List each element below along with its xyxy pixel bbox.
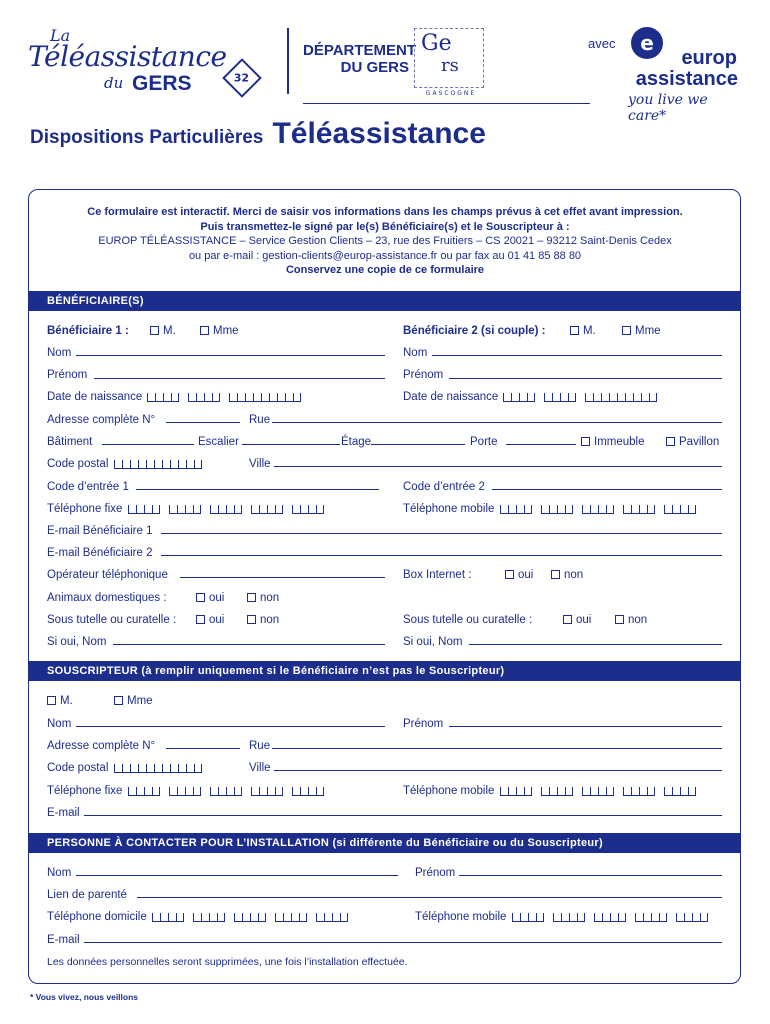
- benef1-nom-label: Nom: [47, 347, 72, 359]
- section-beneficiaires: BÉNÉFICIAIRE(S): [29, 291, 740, 311]
- souscripteur-ville-label: Ville: [249, 762, 271, 774]
- souscripteur-code-postal[interactable]: Code postal: [47, 761, 211, 775]
- postal-digit-boxes: [114, 460, 211, 469]
- souscripteur-prenom-label: Prénom: [403, 718, 444, 730]
- tutelle-b1-oui-checkbox[interactable]: oui: [196, 613, 224, 627]
- date-digit-boxes: [503, 393, 666, 402]
- intro-line4: ou par e-mail : gestion-clients@europ-assistance.fr ou par fax au 01 41 85 88 80: [188, 249, 582, 262]
- dept-line1: DÉPARTEMENT: [303, 42, 417, 59]
- souscripteur-nom-field[interactable]: [76, 726, 385, 727]
- pavillon-checkbox[interactable]: Pavillon: [666, 435, 719, 449]
- checkbox-icon: [505, 570, 514, 579]
- europ-assistance-circle-icon: e: [631, 27, 663, 59]
- logo-gers-text: GERS: [132, 72, 192, 95]
- gers-emblem-icon: Ge rs: [414, 28, 484, 88]
- souscripteur-ville-field[interactable]: [274, 770, 722, 771]
- contact-nom-field[interactable]: [76, 875, 398, 876]
- porte-label: Porte: [470, 436, 498, 448]
- rue-field[interactable]: [272, 422, 722, 423]
- header-rule: [303, 103, 590, 104]
- benef1-label: Bénéficiaire 1 :: [47, 325, 129, 337]
- logo-du-text: du: [104, 74, 124, 92]
- checkbox-icon: [615, 615, 624, 624]
- lien-parente-label: Lien de parenté: [47, 889, 127, 901]
- code-entree-1-field[interactable]: [136, 489, 379, 490]
- souscripteur-telephone-fixe[interactable]: Téléphone fixe: [47, 784, 333, 798]
- ville-field[interactable]: [274, 466, 722, 467]
- section-souscripteur: SOUSCRIPTEUR (à remplir uniquement si le Bénéficiaire n’est pas le Souscripteur): [29, 661, 740, 681]
- lien-parente-field[interactable]: [137, 897, 722, 898]
- contact-email-field[interactable]: [84, 942, 722, 943]
- benef2-prenom-field[interactable]: [449, 378, 722, 379]
- contact-prenom-label: Prénom: [415, 867, 456, 879]
- code-entree-2-field[interactable]: [492, 489, 722, 490]
- benef1-mme-checkbox[interactable]: Mme: [200, 324, 239, 338]
- benef2-date-naissance[interactable]: Date de naissance: [403, 390, 666, 404]
- tutelle-b2-label: Sous tutelle ou curatelle :: [403, 614, 533, 626]
- logo-teleassistance-text: Téléassistance: [28, 40, 227, 73]
- europ-text: europ: [681, 47, 737, 69]
- box-oui-checkbox[interactable]: oui: [505, 568, 533, 582]
- intro-line3: EUROP TÉLÉASSISTANCE – Service Gestion Clients – 23, rue des Fruitiers – CS 20021 – 93212 Saint-Denis Cedex: [98, 235, 672, 248]
- intro-block: [30, 205, 740, 278]
- avec-text: avec: [588, 36, 616, 51]
- section-contact: PERSONNE À CONTACTER POUR L’INSTALLATION (si différente du Bénéficiaire ou du Souscripteur): [29, 833, 740, 853]
- phone-digit-boxes: [128, 505, 333, 514]
- email-b1-field[interactable]: [161, 533, 722, 534]
- phone-digit-boxes: [500, 505, 705, 514]
- title-part2: Téléassistance: [272, 117, 486, 150]
- contact-telephone-mobile[interactable]: Téléphone mobile: [415, 910, 717, 924]
- box-non-checkbox[interactable]: non: [551, 568, 583, 582]
- code-entree-1-label: Code d’entrée 1: [47, 481, 129, 493]
- checkbox-icon: [200, 326, 209, 335]
- souscripteur-telephone-mobile[interactable]: Téléphone mobile: [403, 784, 705, 798]
- contact-email-label: E-mail: [47, 934, 80, 946]
- adresse-numero-field[interactable]: [166, 422, 240, 423]
- page-title: [30, 117, 486, 151]
- box-label: Box Internet :: [403, 569, 472, 581]
- phone-digit-boxes: [128, 787, 333, 796]
- benef1-date-naissance[interactable]: Date de naissance: [47, 390, 310, 404]
- telephone-fixe[interactable]: Téléphone fixe: [47, 502, 333, 516]
- benef1-prenom-field[interactable]: [94, 378, 385, 379]
- benef2-label: Bénéficiaire 2 (si couple) :: [403, 325, 546, 337]
- checkbox-icon: [47, 696, 56, 705]
- intro-line5: Conservez une copie de ce formulaire: [285, 264, 485, 277]
- dept-line2: DU GERS: [340, 59, 409, 76]
- phone-digit-boxes: [152, 913, 357, 922]
- benef2-prenom-label: Prénom: [403, 369, 444, 381]
- tutelle-b1-label: Sous tutelle ou curatelle :: [47, 614, 177, 626]
- checkbox-icon: [196, 593, 205, 602]
- tagline: you live we care*: [628, 92, 708, 124]
- benef2-m-checkbox[interactable]: M.: [570, 324, 596, 338]
- tutelle-b1-non-checkbox[interactable]: non: [247, 613, 279, 627]
- contact-nom-label: Nom: [47, 867, 72, 879]
- porte-field[interactable]: [506, 444, 576, 445]
- tutelle-b2-non-checkbox[interactable]: non: [615, 613, 647, 627]
- teleassistance-gers-logo: [28, 26, 268, 98]
- email-b1-label: E-mail Bénéficiaire 1: [47, 525, 153, 537]
- operateur-label: Opérateur téléphonique: [47, 569, 168, 581]
- donnees-note: Les données personnelles seront supprimées, une fois l’installation effectuée.: [47, 956, 408, 968]
- operateur-field[interactable]: [180, 577, 385, 578]
- souscripteur-adresse-label: Adresse complète N°: [47, 740, 156, 752]
- checkbox-icon: [196, 615, 205, 624]
- contact-telephone-domicile[interactable]: Téléphone domicile: [47, 910, 357, 924]
- phone-digit-boxes: [512, 913, 717, 922]
- souscripteur-nom-label: Nom: [47, 718, 72, 730]
- date-digit-boxes: [147, 393, 310, 402]
- intro-line1: Ce formulaire est interactif. Merci de saisir vos informations dans les champs prévus à cet effet avant impression.: [87, 206, 683, 218]
- souscripteur-email-field[interactable]: [84, 815, 722, 816]
- footnote: * Vous vivez, nous veillons: [30, 992, 139, 1002]
- escalier-field[interactable]: [242, 444, 340, 445]
- checkbox-icon: [622, 326, 631, 335]
- si-oui-nom-b2-field[interactable]: [469, 644, 722, 645]
- souscripteur-prenom-field[interactable]: [449, 726, 722, 727]
- benef2-nom-field[interactable]: [432, 355, 722, 356]
- checkbox-icon: [150, 326, 159, 335]
- si-oui-nom-b1-field[interactable]: [113, 644, 385, 645]
- immeuble-checkbox[interactable]: Immeuble: [581, 435, 645, 449]
- checkbox-icon: [666, 437, 675, 446]
- animaux-oui-checkbox[interactable]: oui: [196, 591, 224, 605]
- assistance-text: assistance: [635, 68, 738, 90]
- code-postal[interactable]: Code postal: [47, 457, 211, 471]
- rue-label: Rue: [249, 414, 271, 426]
- checkbox-icon: [247, 615, 256, 624]
- adresse-label: Adresse complète N°: [47, 414, 156, 426]
- benef2-mme-checkbox[interactable]: Mme: [622, 324, 661, 338]
- logo-badge-icon: 32: [222, 58, 262, 98]
- checkbox-icon: [570, 326, 579, 335]
- phone-digit-boxes: [500, 787, 705, 796]
- souscripteur-email-label: E-mail: [47, 807, 80, 819]
- title-part1: Dispositions Particulières: [30, 127, 264, 148]
- etage-field[interactable]: [371, 444, 465, 445]
- checkbox-icon: [563, 615, 572, 624]
- checkbox-icon: [114, 696, 123, 705]
- email-b2-label: E-mail Bénéficiaire 2: [47, 547, 153, 559]
- checkbox-icon: [581, 437, 590, 446]
- logo-la-text: La: [50, 26, 71, 45]
- batiment-label: Bâtiment: [47, 436, 93, 448]
- benef1-m-checkbox[interactable]: M.: [150, 324, 176, 338]
- postal-digit-boxes: [114, 764, 211, 773]
- telephone-mobile[interactable]: Téléphone mobile: [403, 502, 705, 516]
- souscripteur-rue-field[interactable]: [272, 748, 722, 749]
- code-entree-2-label: Code d’entrée 2: [403, 481, 485, 493]
- benef2-nom-label: Nom: [403, 347, 428, 359]
- souscripteur-mme-checkbox[interactable]: Mme: [114, 694, 153, 708]
- contact-prenom-field[interactable]: [459, 875, 722, 876]
- etage-label: Étage: [341, 436, 372, 448]
- ville-label: Ville: [249, 458, 271, 470]
- tutelle-b2-oui-checkbox[interactable]: oui: [563, 613, 591, 627]
- si-oui-nom-b2-label: Si oui, Nom: [403, 636, 463, 648]
- gascogne-text: GASCOGNE: [425, 90, 477, 97]
- intro-line2: Puis transmettez-le signé par le(s) Bénéficiaire(s) et le Souscripteur à :: [200, 220, 570, 233]
- animaux-non-checkbox[interactable]: non: [247, 591, 279, 605]
- animaux-label: Animaux domestiques :: [47, 592, 167, 604]
- checkbox-icon: [247, 593, 256, 602]
- souscripteur-rue-label: Rue: [249, 740, 271, 752]
- escalier-label: Escalier: [198, 436, 239, 448]
- si-oui-nom-b1-label: Si oui, Nom: [47, 636, 107, 648]
- benef1-nom-field[interactable]: [76, 355, 385, 356]
- benef1-prenom-label: Prénom: [47, 369, 88, 381]
- souscripteur-m-checkbox[interactable]: M.: [47, 694, 73, 708]
- departement-logo: [303, 42, 417, 76]
- email-b2-field[interactable]: [161, 555, 722, 556]
- souscripteur-adresse-numero-field[interactable]: [166, 748, 240, 749]
- checkbox-icon: [551, 570, 560, 579]
- batiment-field[interactable]: [102, 444, 194, 445]
- header-divider: [287, 28, 289, 94]
